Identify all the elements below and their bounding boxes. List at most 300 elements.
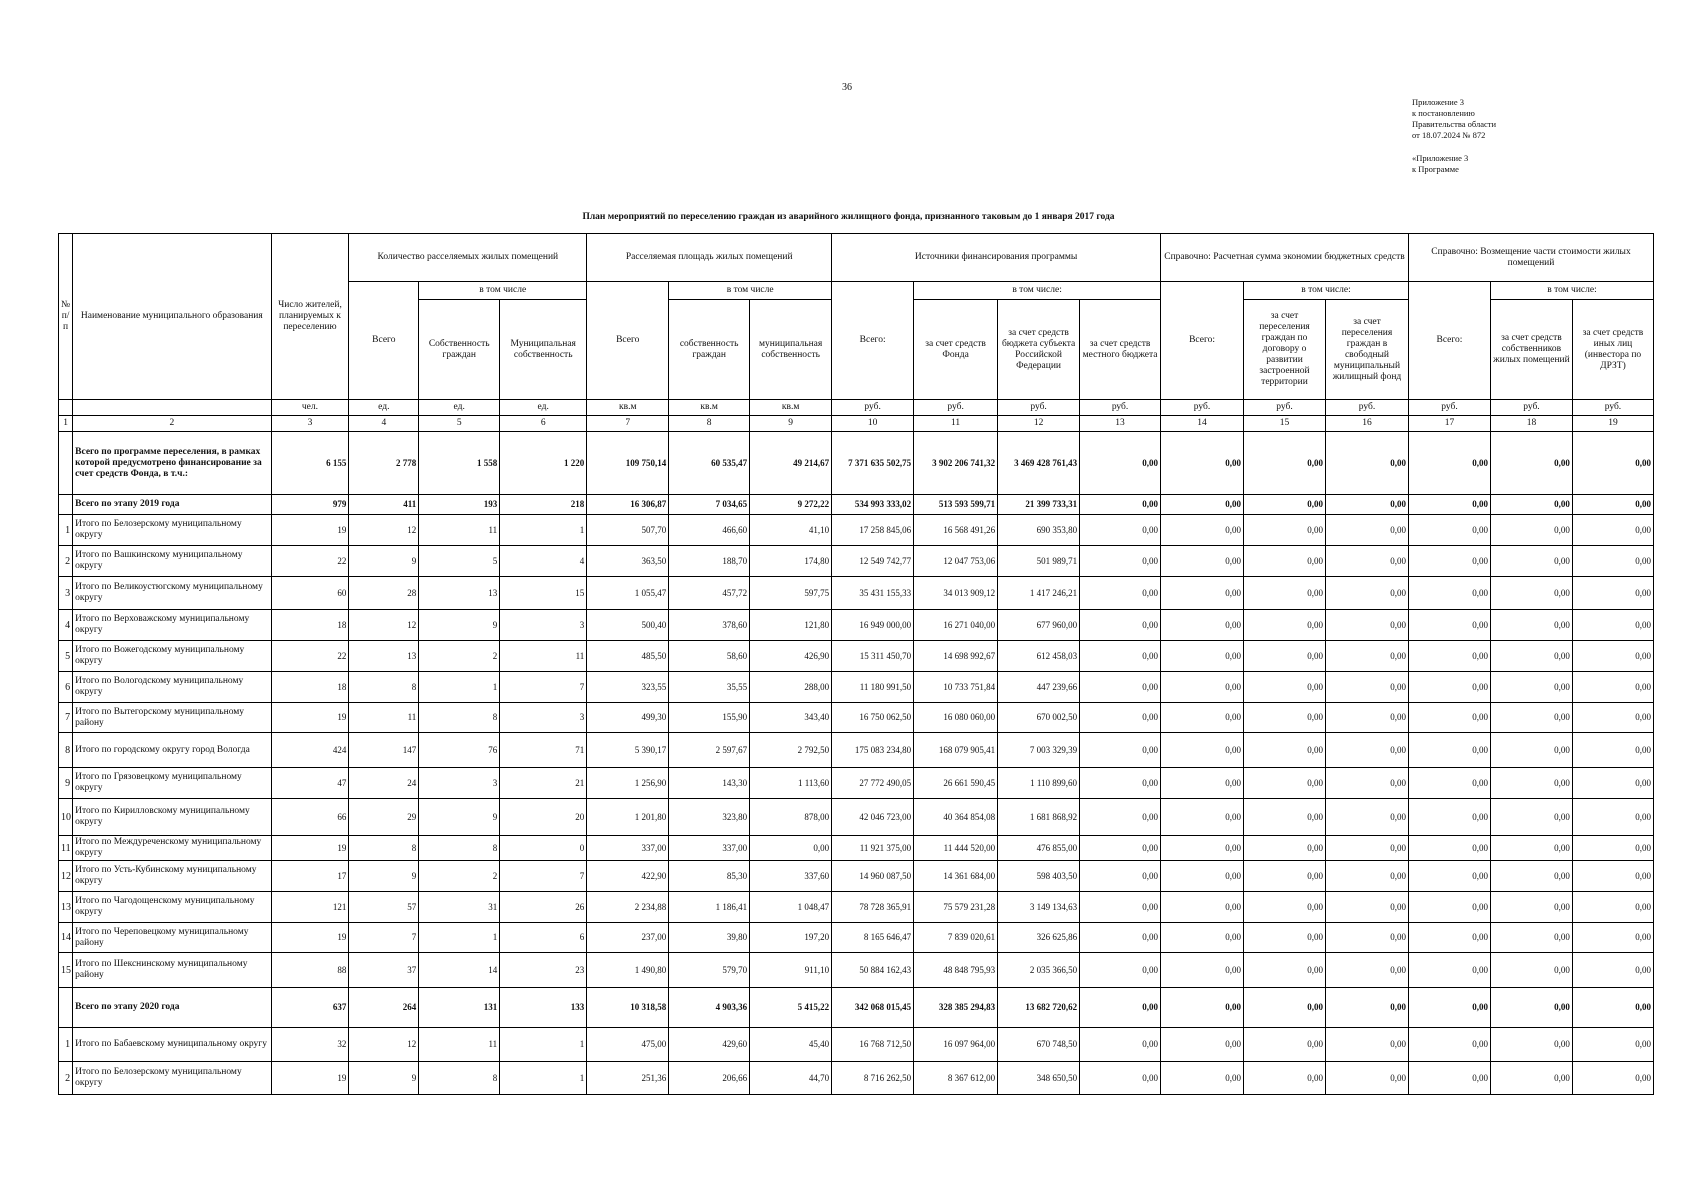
appendix-program-line: «Приложение 3 — [1412, 153, 1469, 163]
value-cell: 411 — [349, 495, 419, 515]
value-cell: 0,00 — [1244, 672, 1326, 703]
value-cell: 0,00 — [750, 836, 832, 861]
value-cell: 0,00 — [1161, 768, 1244, 799]
value-cell: 237,00 — [587, 923, 669, 953]
header-area-own: собственность граждан — [669, 300, 750, 400]
value-cell: 0,00 — [1408, 546, 1490, 577]
value-cell: 29 — [349, 799, 419, 836]
value-cell: 8 — [419, 703, 500, 733]
column-number-cell: 11 — [914, 416, 998, 432]
value-cell: 0,00 — [1161, 953, 1244, 988]
value-cell: 39,80 — [669, 923, 750, 953]
header-sources-total: Всего: — [832, 282, 914, 400]
value-cell: 37 — [349, 953, 419, 988]
value-cell: 78 728 365,91 — [832, 892, 914, 923]
value-cell: 14 361 684,00 — [914, 861, 998, 892]
header-residents: Число жителей, планируемых к переселению — [271, 234, 349, 400]
value-cell: 534 993 333,02 — [832, 495, 914, 515]
value-cell: 35,55 — [669, 672, 750, 703]
value-cell: 0,00 — [1325, 892, 1408, 923]
value-cell: 0,00 — [1408, 799, 1490, 836]
row-number — [59, 495, 73, 515]
value-cell: 0,00 — [1244, 988, 1326, 1028]
value-cell: 513 593 599,71 — [914, 495, 998, 515]
row-number: 2 — [59, 546, 73, 577]
unit-cell: ед. — [349, 400, 419, 416]
units-row — [59, 400, 1654, 416]
value-cell: 0,00 — [1408, 672, 1490, 703]
value-cell: 0,00 — [1161, 432, 1244, 495]
value-cell: 15 — [500, 577, 587, 610]
value-cell: 175 083 234,80 — [832, 733, 914, 768]
value-cell: 16 080 060,00 — [914, 703, 998, 733]
value-cell: 14 698 992,67 — [914, 641, 998, 672]
value-cell: 485,50 — [587, 641, 669, 672]
value-cell: 3 902 206 741,32 — [914, 432, 998, 495]
value-cell: 42 046 723,00 — [832, 799, 914, 836]
value-cell: 10 318,58 — [587, 988, 669, 1028]
value-cell: 378,60 — [669, 610, 750, 641]
value-cell: 337,60 — [750, 861, 832, 892]
value-cell: 0,00 — [1572, 610, 1653, 641]
header-num: № п/п — [59, 234, 73, 400]
municipality-name: Итого по Вашкинскому муниципальному округу — [73, 546, 271, 577]
value-cell: 15 311 450,70 — [832, 641, 914, 672]
value-cell: 9 — [419, 610, 500, 641]
value-cell: 0,00 — [1572, 515, 1653, 546]
value-cell: 28 — [349, 577, 419, 610]
column-number-cell: 13 — [1080, 416, 1161, 432]
column-numbers-row — [59, 416, 1654, 432]
value-cell: 21 399 733,31 — [998, 495, 1080, 515]
value-cell: 1 256,90 — [587, 768, 669, 799]
value-cell: 0,00 — [1408, 768, 1490, 799]
value-cell: 1 110 899,60 — [998, 768, 1080, 799]
value-cell: 26 661 590,45 — [914, 768, 998, 799]
value-cell: 429,60 — [669, 1028, 750, 1062]
value-cell: 0,00 — [1244, 923, 1326, 953]
municipality-name: Итого по Шекснинскому муниципальному району — [73, 953, 271, 988]
row-number: 8 — [59, 733, 73, 768]
municipality-name: Итого по Вологодскому муниципальному округу — [73, 672, 271, 703]
value-cell: 45,40 — [750, 1028, 832, 1062]
value-cell: 447 239,66 — [998, 672, 1080, 703]
value-cell: 5 415,22 — [750, 988, 832, 1028]
value-cell: 1 048,47 — [750, 892, 832, 923]
value-cell: 10 733 751,84 — [914, 672, 998, 703]
value-cell: 579,70 — [669, 953, 750, 988]
value-cell: 0,00 — [1408, 1062, 1490, 1095]
value-cell: 0,00 — [1244, 892, 1326, 923]
value-cell: 0,00 — [1244, 768, 1326, 799]
value-cell: 0,00 — [1161, 861, 1244, 892]
value-cell: 0,00 — [1161, 703, 1244, 733]
header-group-savings: Справочно: Расчетная сумма экономии бюджетных средств — [1161, 234, 1409, 282]
value-cell: 0,00 — [1325, 515, 1408, 546]
value-cell: 0,00 — [1080, 1062, 1161, 1095]
value-cell: 3 — [500, 610, 587, 641]
table-row — [59, 577, 1654, 610]
row-number: 2 — [59, 1062, 73, 1095]
unit-cell: руб. — [1408, 400, 1490, 416]
value-cell: 121 — [271, 892, 349, 923]
value-cell: 337,00 — [587, 836, 669, 861]
value-cell: 0,00 — [1572, 703, 1653, 733]
column-number-cell: 1 — [59, 416, 73, 432]
value-cell: 0,00 — [1572, 768, 1653, 799]
header-compensation-total: Всего: — [1408, 282, 1490, 400]
column-number-cell: 19 — [1572, 416, 1653, 432]
value-cell: 0,00 — [1080, 610, 1161, 641]
value-cell: 328 385 294,83 — [914, 988, 998, 1028]
table-row — [59, 1062, 1654, 1095]
value-cell: 88 — [271, 953, 349, 988]
value-cell: 466,60 — [669, 515, 750, 546]
header-sources-incl: в том числе: — [914, 282, 1161, 300]
value-cell: 288,00 — [750, 672, 832, 703]
value-cell: 19 — [271, 703, 349, 733]
value-cell: 23 — [500, 953, 587, 988]
value-cell: 0,00 — [1244, 546, 1326, 577]
value-cell: 2 035 366,50 — [998, 953, 1080, 988]
value-cell: 0,00 — [1490, 988, 1572, 1028]
row-number — [59, 988, 73, 1028]
value-cell: 424 — [271, 733, 349, 768]
value-cell: 0,00 — [1325, 733, 1408, 768]
table-row — [59, 953, 1654, 988]
value-cell: 133 — [500, 988, 587, 1028]
header-compensation-incl: в том числе: — [1490, 282, 1653, 300]
value-cell: 6 155 — [271, 432, 349, 495]
header-count-own: Собственность граждан — [419, 300, 500, 400]
municipality-name: Итого по Вытегорскому муниципальному району — [73, 703, 271, 733]
value-cell: 0,00 — [1408, 988, 1490, 1028]
value-cell: 326 625,86 — [998, 923, 1080, 953]
unit-cell: руб. — [1325, 400, 1408, 416]
value-cell: 8 — [349, 672, 419, 703]
row-number: 10 — [59, 799, 73, 836]
value-cell: 40 364 854,08 — [914, 799, 998, 836]
column-number-cell: 2 — [73, 416, 271, 432]
value-cell: 911,10 — [750, 953, 832, 988]
value-cell: 16 097 964,00 — [914, 1028, 998, 1062]
value-cell: 12 047 753,06 — [914, 546, 998, 577]
row-number: 6 — [59, 672, 73, 703]
unit-cell: кв.м — [750, 400, 832, 416]
column-number-cell: 9 — [750, 416, 832, 432]
value-cell: 251,36 — [587, 1062, 669, 1095]
header-area-incl: в том числе — [669, 282, 832, 300]
value-cell: 0,00 — [1161, 988, 1244, 1028]
value-cell: 264 — [349, 988, 419, 1028]
value-cell: 0,00 — [1408, 495, 1490, 515]
value-cell: 9 — [349, 1062, 419, 1095]
value-cell: 11 — [419, 515, 500, 546]
table-row — [59, 515, 1654, 546]
value-cell: 0,00 — [1080, 988, 1161, 1028]
municipality-name: Итого по Череповецкому муниципальному району — [73, 923, 271, 953]
value-cell: 13 — [349, 641, 419, 672]
value-cell: 0,00 — [1080, 495, 1161, 515]
value-cell: 0,00 — [1161, 641, 1244, 672]
municipality-name: Итого по Кирилловскому муниципальному округу — [73, 799, 271, 836]
value-cell: 0,00 — [1490, 610, 1572, 641]
value-cell: 155,90 — [669, 703, 750, 733]
value-cell: 218 — [500, 495, 587, 515]
value-cell: 0,00 — [1325, 861, 1408, 892]
value-cell: 44,70 — [750, 1062, 832, 1095]
value-cell: 0,00 — [1572, 836, 1653, 861]
municipality-name: Итого по Белозерскому муниципальному округу — [73, 1062, 271, 1095]
value-cell: 501 989,71 — [998, 546, 1080, 577]
value-cell: 0,00 — [1572, 495, 1653, 515]
header-group-sources: Источники финансирования программы — [832, 234, 1161, 282]
municipality-name: Итого по Белозерскому муниципальному округу — [73, 515, 271, 546]
value-cell: 0,00 — [1080, 546, 1161, 577]
value-cell: 499,30 — [587, 703, 669, 733]
value-cell: 18 — [271, 610, 349, 641]
value-cell: 1 558 — [419, 432, 500, 495]
value-cell: 0,00 — [1244, 610, 1326, 641]
unit-cell: кв.м — [669, 400, 750, 416]
header-savings-incl: в том числе: — [1244, 282, 1409, 300]
value-cell: 0,00 — [1080, 799, 1161, 836]
value-cell: 60 535,47 — [669, 432, 750, 495]
value-cell: 16 949 000,00 — [832, 610, 914, 641]
value-cell: 17 258 845,06 — [832, 515, 914, 546]
value-cell: 0,00 — [1325, 988, 1408, 1028]
value-cell: 9 — [349, 861, 419, 892]
value-cell: 979 — [271, 495, 349, 515]
value-cell: 19 — [271, 515, 349, 546]
value-cell: 0,00 — [1490, 495, 1572, 515]
value-cell: 188,70 — [669, 546, 750, 577]
value-cell: 0,00 — [1080, 861, 1161, 892]
document-title: План мероприятий по переселению граждан из аварийного жилищного фонда, признанного таковым до 1 января 2017 года — [582, 212, 1115, 222]
row-number: 4 — [59, 610, 73, 641]
value-cell: 0,00 — [1080, 641, 1161, 672]
column-number-cell: 10 — [832, 416, 914, 432]
value-cell: 0,00 — [1244, 703, 1326, 733]
value-cell: 7 — [500, 672, 587, 703]
value-cell: 21 — [500, 768, 587, 799]
value-cell: 612 458,03 — [998, 641, 1080, 672]
row-number: 1 — [59, 515, 73, 546]
value-cell: 147 — [349, 733, 419, 768]
value-cell: 11 921 375,00 — [832, 836, 914, 861]
value-cell: 0,00 — [1490, 836, 1572, 861]
value-cell: 0,00 — [1244, 495, 1326, 515]
value-cell: 0,00 — [1244, 432, 1326, 495]
table-row — [59, 836, 1654, 861]
value-cell: 0,00 — [1325, 546, 1408, 577]
header-name: Наименование муниципального образования — [73, 234, 271, 400]
value-cell: 3 469 428 761,43 — [998, 432, 1080, 495]
value-cell: 3 — [419, 768, 500, 799]
value-cell: 31 — [419, 892, 500, 923]
value-cell: 0,00 — [1408, 641, 1490, 672]
value-cell: 2 597,67 — [669, 733, 750, 768]
value-cell: 12 — [349, 1028, 419, 1062]
value-cell: 0,00 — [1490, 1028, 1572, 1062]
header-group-compensation: Справочно: Возмещение части стоимости жилых помещений — [1408, 234, 1653, 282]
header-count-total: Всего — [349, 282, 419, 400]
value-cell: 348 650,50 — [998, 1062, 1080, 1095]
value-cell: 143,30 — [669, 768, 750, 799]
value-cell: 13 — [419, 577, 500, 610]
unit-cell: руб. — [1161, 400, 1244, 416]
value-cell: 323,80 — [669, 799, 750, 836]
value-cell: 0,00 — [1325, 672, 1408, 703]
value-cell: 13 682 720,62 — [998, 988, 1080, 1028]
value-cell: 0,00 — [1244, 733, 1326, 768]
value-cell: 0,00 — [1408, 432, 1490, 495]
unit-cell: кв.м — [587, 400, 669, 416]
value-cell: 0,00 — [1244, 641, 1326, 672]
value-cell: 0,00 — [1325, 953, 1408, 988]
header-comp-investor: за счет средств иных лиц (инвестора по ДРЗТ) — [1572, 300, 1653, 400]
value-cell: 8 — [349, 836, 419, 861]
value-cell: 0,00 — [1490, 733, 1572, 768]
municipality-name: Итого по Грязовецкому муниципальному округу — [73, 768, 271, 799]
value-cell: 0,00 — [1161, 672, 1244, 703]
value-cell: 9 272,22 — [750, 495, 832, 515]
value-cell: 16 568 491,26 — [914, 515, 998, 546]
column-number-cell: 18 — [1490, 416, 1572, 432]
unit-cell: руб. — [1244, 400, 1326, 416]
table-row — [59, 546, 1654, 577]
table-row — [59, 768, 1654, 799]
value-cell: 476 855,00 — [998, 836, 1080, 861]
value-cell: 0,00 — [1572, 953, 1653, 988]
value-cell: 34 013 909,12 — [914, 577, 998, 610]
value-cell: 637 — [271, 988, 349, 1028]
value-cell: 7 003 329,39 — [998, 733, 1080, 768]
value-cell: 878,00 — [750, 799, 832, 836]
value-cell: 0,00 — [1572, 892, 1653, 923]
row-number: 14 — [59, 923, 73, 953]
value-cell: 9 — [419, 799, 500, 836]
unit-cell: руб. — [914, 400, 998, 416]
value-cell: 32 — [271, 1028, 349, 1062]
value-cell: 11 180 991,50 — [832, 672, 914, 703]
value-cell: 0,00 — [1490, 515, 1572, 546]
value-cell: 0,00 — [1490, 953, 1572, 988]
value-cell: 0,00 — [1490, 672, 1572, 703]
value-cell: 0,00 — [1325, 768, 1408, 799]
value-cell: 41,10 — [750, 515, 832, 546]
value-cell: 0,00 — [1325, 836, 1408, 861]
column-number-cell: 4 — [349, 416, 419, 432]
value-cell: 11 444 520,00 — [914, 836, 998, 861]
value-cell: 0,00 — [1408, 923, 1490, 953]
value-cell: 8 165 646,47 — [832, 923, 914, 953]
table-total-row — [59, 495, 1654, 515]
value-cell: 0,00 — [1490, 577, 1572, 610]
unit-cell: чел. — [271, 400, 349, 416]
value-cell: 193 — [419, 495, 500, 515]
value-cell: 0,00 — [1490, 892, 1572, 923]
row-number: 3 — [59, 577, 73, 610]
value-cell: 2 — [419, 641, 500, 672]
column-number-cell: 17 — [1408, 416, 1490, 432]
value-cell: 0,00 — [1080, 703, 1161, 733]
header-area-total: Всего — [587, 282, 669, 400]
value-cell: 1 417 246,21 — [998, 577, 1080, 610]
value-cell: 0 — [500, 836, 587, 861]
value-cell: 49 214,67 — [750, 432, 832, 495]
value-cell: 48 848 795,93 — [914, 953, 998, 988]
value-cell: 0,00 — [1490, 432, 1572, 495]
value-cell: 0,00 — [1408, 836, 1490, 861]
unit-cell: руб. — [832, 400, 914, 416]
value-cell: 1 186,41 — [669, 892, 750, 923]
value-cell: 0,00 — [1080, 577, 1161, 610]
value-cell: 342 068 015,45 — [832, 988, 914, 1028]
value-cell: 1 055,47 — [587, 577, 669, 610]
value-cell: 17 — [271, 861, 349, 892]
value-cell: 0,00 — [1490, 1062, 1572, 1095]
value-cell: 0,00 — [1572, 432, 1653, 495]
value-cell: 8 — [419, 836, 500, 861]
value-cell: 0,00 — [1325, 1028, 1408, 1062]
value-cell: 7 839 020,61 — [914, 923, 998, 953]
column-number-cell: 5 — [419, 416, 500, 432]
value-cell: 0,00 — [1325, 495, 1408, 515]
value-cell: 0,00 — [1244, 799, 1326, 836]
value-cell: 457,72 — [669, 577, 750, 610]
value-cell: 4 903,36 — [669, 988, 750, 1028]
municipality-name: Итого по Верховажскому муниципальному округу — [73, 610, 271, 641]
value-cell: 0,00 — [1161, 515, 1244, 546]
value-cell: 5 — [419, 546, 500, 577]
value-cell: 0,00 — [1080, 515, 1161, 546]
table-row — [59, 733, 1654, 768]
table-row — [59, 641, 1654, 672]
value-cell: 16 271 040,00 — [914, 610, 998, 641]
value-cell: 8 — [419, 1062, 500, 1095]
value-cell: 0,00 — [1161, 1062, 1244, 1095]
value-cell: 27 772 490,05 — [832, 768, 914, 799]
value-cell: 0,00 — [1408, 733, 1490, 768]
value-cell: 598 403,50 — [998, 861, 1080, 892]
value-cell: 0,00 — [1244, 1062, 1326, 1095]
value-cell: 363,50 — [587, 546, 669, 577]
value-cell: 690 353,80 — [998, 515, 1080, 546]
header-src-region: за счет средств бюджета субъекта Российской Федерации — [998, 300, 1080, 400]
value-cell: 0,00 — [1572, 988, 1653, 1028]
value-cell: 0,00 — [1325, 432, 1408, 495]
value-cell: 5 390,17 — [587, 733, 669, 768]
value-cell: 0,00 — [1572, 641, 1653, 672]
municipality-name: Всего по этапу 2020 года — [73, 988, 271, 1028]
value-cell: 8 716 262,50 — [832, 1062, 914, 1095]
value-cell: 11 — [349, 703, 419, 733]
value-cell: 0,00 — [1161, 546, 1244, 577]
value-cell: 0,00 — [1080, 432, 1161, 495]
value-cell: 75 579 231,28 — [914, 892, 998, 923]
resettlement-plan-table — [58, 233, 1654, 1095]
value-cell: 197,20 — [750, 923, 832, 953]
value-cell: 475,00 — [587, 1028, 669, 1062]
appendix-line: к постановлению — [1412, 108, 1475, 118]
value-cell: 500,40 — [587, 610, 669, 641]
value-cell: 121,80 — [750, 610, 832, 641]
value-cell: 1 — [500, 1062, 587, 1095]
value-cell: 66 — [271, 799, 349, 836]
value-cell: 0,00 — [1244, 515, 1326, 546]
appendix-note — [1412, 97, 1496, 175]
